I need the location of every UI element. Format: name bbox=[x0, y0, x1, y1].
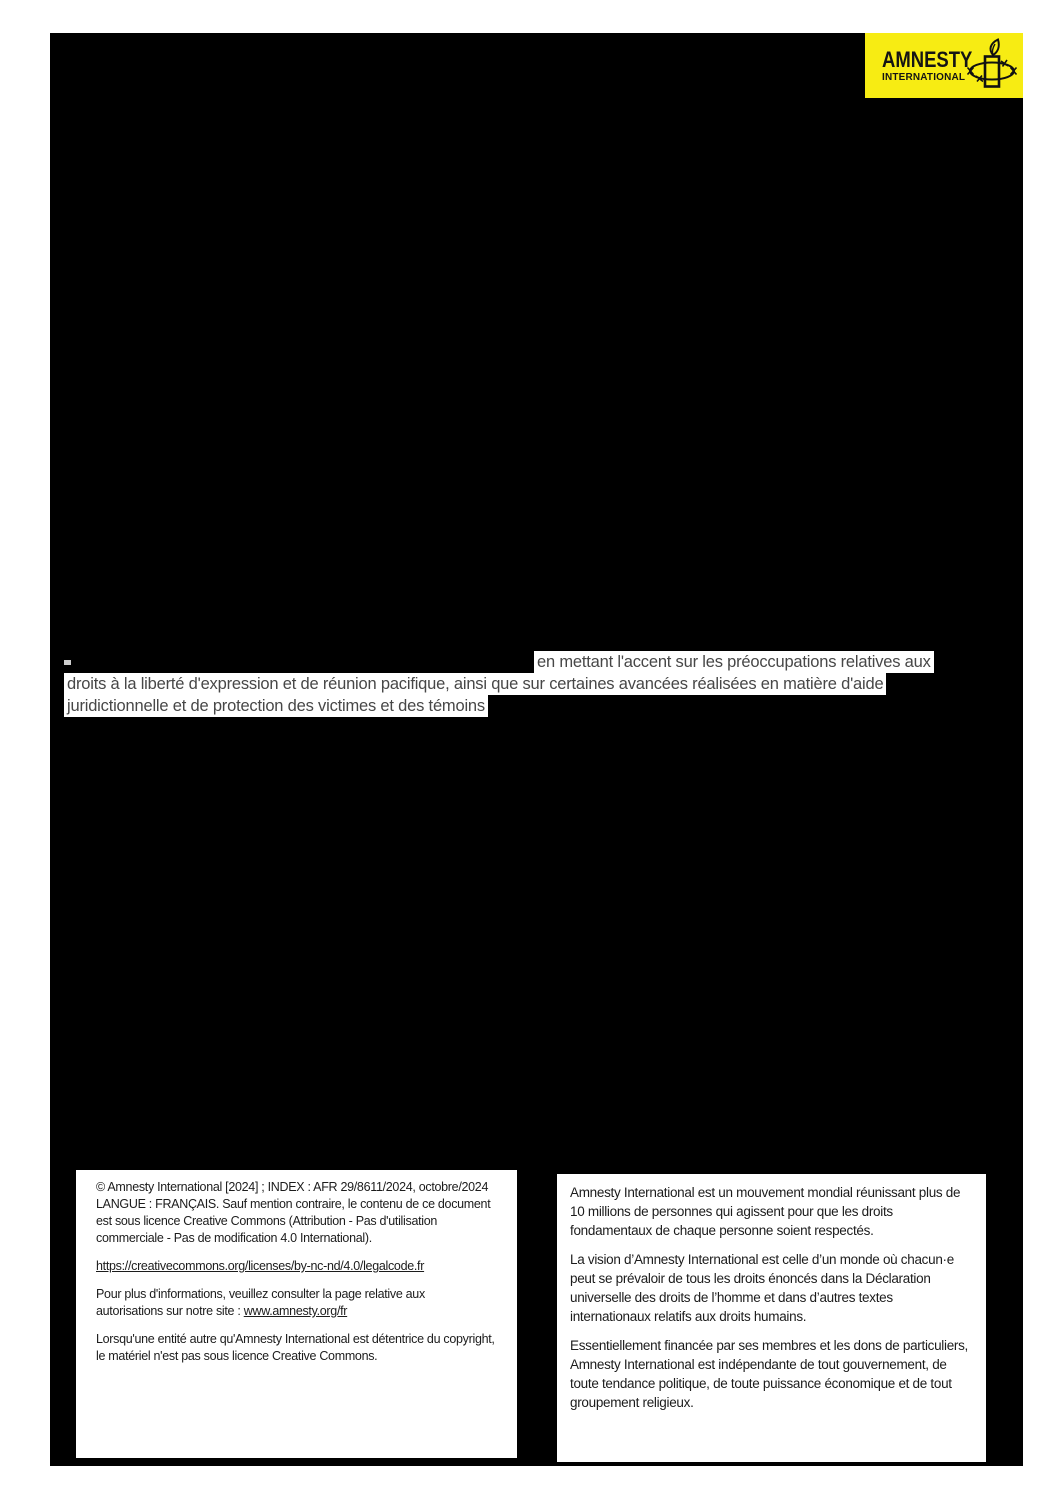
highlighted-text-line-3: juridictionnelle et de protection des victimes et des témoins bbox=[64, 695, 488, 717]
redacted-content-block bbox=[50, 33, 1023, 1466]
highlight-fragment bbox=[64, 660, 71, 665]
amnesty-wordmark: AMNESTY bbox=[882, 46, 973, 72]
permissions-paragraph bbox=[96, 1286, 495, 1320]
international-wordmark: INTERNATIONAL bbox=[882, 70, 966, 83]
about-funding-text: Essentiellement financée par ses membres et les dons de particuliers, Amnesty International est indépendante de tout gouvernement, de toute tendance politique, de toute puissance économique et de tout groupement religieux. bbox=[570, 1338, 969, 1410]
third-party-copyright-text: Lorsqu'une entité autre qu'Amnesty International est détentrice du copyright, le matériel n'est pas sous licence Creative Commons. bbox=[96, 1332, 495, 1363]
about-vision-text: La vision d’Amnesty International est celle d’un monde où chacun·e peut se prévaloir de tous les droits énoncés dans la Déclaration universelle des droits de l’homme et dans d’autres textes internationaux relatifs aux droits humains. bbox=[570, 1252, 954, 1324]
candle-barbed-wire-icon bbox=[967, 38, 1017, 94]
about-movement-text: Amnesty International est un mouvement mondial réunissant plus de 10 millions de personnes qui agissent pour que les droits fondamentaux de chaque personne soient respectés. bbox=[570, 1185, 961, 1238]
license-link-paragraph bbox=[96, 1258, 495, 1275]
highlighted-text-line-2: droits à la liberté d'expression et de réunion pacifique, ainsi que sur certaines avancées réalisées en matière d'aide bbox=[64, 673, 886, 695]
creative-commons-link[interactable]: https://creativecommons.org/licenses/by-nc-nd/4.0/legalcode.fr bbox=[96, 1259, 425, 1273]
license-copyright-text: © Amnesty International [2024] ; INDEX : AFR 29/8611/2024, octobre/2024 LANGUE : FRANÇAIS. Sauf mention contraire, le contenu de ce document est sous licence Creative Commons (Attribution - Pas d'utilisation commerciale - Pas de modification 4.0 International). bbox=[96, 1180, 491, 1245]
amnesty-site-link[interactable]: www.amnesty.org/fr bbox=[243, 1304, 348, 1318]
permissions-text: Pour plus d'informations, veuillez consulter la page relative aux autorisations sur notre site : bbox=[96, 1287, 425, 1318]
license-box bbox=[74, 1168, 519, 1460]
highlighted-text-line-1: en mettant l'accent sur les préoccupations relatives aux bbox=[534, 651, 934, 673]
amnesty-logo bbox=[865, 33, 1023, 98]
about-box bbox=[555, 1172, 988, 1464]
